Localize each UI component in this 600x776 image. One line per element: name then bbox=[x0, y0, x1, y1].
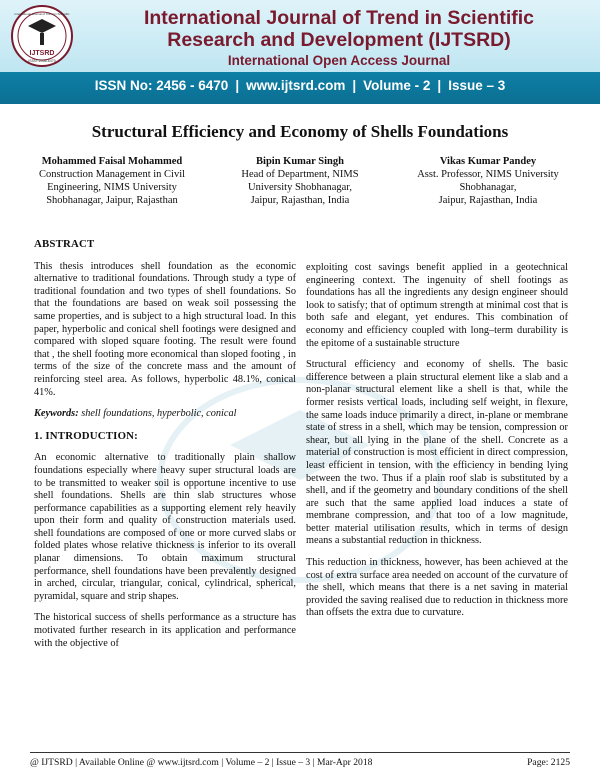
author-block bbox=[22, 155, 202, 207]
page-number: Page: 2125 bbox=[527, 757, 570, 768]
right-column bbox=[306, 262, 568, 629]
author-name: Mohammed Faisal Mohammed bbox=[41, 156, 183, 167]
keywords-text: shell foundations, hyperbolic, conical bbox=[78, 408, 237, 420]
logo-text-bottom: ISSN: 2456-6470 bbox=[28, 59, 56, 63]
abstract-text: This thesis introduces shell foundation as the economic alternative to traditional foundations. Through study a type of traditional foundation and two types of shell foundations. So that the foundations are based on weak soil possessing the same properties, and is subject to a high structural load. In this paper, hyperbolic and conical shell footings were designed and compared with sloped square footing. The result were found that , the shell footing more economical than sloped footing , in terms of the size of the concrete mass and the amount of reinforcing steel area. As follows, hyperbolic 48.1%, conical 41%. bbox=[34, 260, 296, 398]
author-affiliation: Jaipur, Rajasthan, India bbox=[250, 195, 350, 206]
author-affiliation: Head of Department, NIMS bbox=[241, 169, 359, 180]
author-list bbox=[22, 155, 578, 207]
journal-website[interactable]: www.ijtsrd.com bbox=[246, 78, 346, 93]
issn-volume-line bbox=[0, 78, 600, 93]
introduction-heading: 1. INTRODUCTION: bbox=[34, 429, 138, 442]
author-affiliation: University Shobhanagar, bbox=[248, 182, 352, 193]
paper-title: Structural Efficiency and Economy of Shells Foundations bbox=[91, 122, 509, 141]
footer-citation: @ IJTSRD | Available Online @ www.ijtsrd.com | Volume – 2 | Issue – 3 | Mar-Apr 2018 bbox=[30, 757, 373, 768]
open-access-label: International Open Access Journal bbox=[227, 53, 451, 68]
author-name: Vikas Kumar Pandey bbox=[439, 156, 537, 167]
issn-number: ISSN No: 2456 - 6470 bbox=[94, 78, 229, 93]
footer-divider bbox=[30, 752, 570, 753]
introduction-paragraph: An economic alternative to traditionally plain shallow foundations especially where heavy super structural loads are to be transmitted to weaker soil is opportune incentive to use shell foundations. Shells are thin slab structures whose performance capabilities as a supporting element rely heavily upon their form and quality of construction materials used. shell foundations are composed of one or more curved slabs or folded plates whose relative thickness is inferior to its overall planar dimensions. To obtain maximum structural performance, shell foundations have been prevalently designed in arched, circular, triangular, conical, cylindrical, spherical, pyramidal, square and strip shapes. bbox=[34, 452, 296, 602]
author-affiliation: Shobhanagar, bbox=[459, 182, 517, 193]
body-paragraph: exploiting cost savings benefit applied in a geotechnical engineering context. The ingenuity of shell footings as foundations has all the ingredients any design engineer should look to satisfy; that of optimum strength at minimal cost that is both safe and elegant, yet endures. This combination of economy and efficiency coupled with long–term durability is the epitome of a sustainable structure bbox=[306, 262, 568, 349]
keywords bbox=[34, 408, 296, 421]
author-affiliation: Asst. Professor, NIMS University bbox=[417, 169, 559, 180]
author-block bbox=[398, 155, 578, 207]
page-footer bbox=[30, 757, 570, 768]
author-affiliation: Shobhanagar, Jaipur, Rajasthan bbox=[46, 195, 178, 206]
body-paragraph: This reduction in thickness, however, has been achieved at the cost of extra surface area needed on account of the curvature of the shell, which means that there is a net saving in material provided the saving realised due to reduction in thickness more than offsets the extra due to curvature. bbox=[306, 557, 568, 619]
abstract-heading: ABSTRACT bbox=[34, 238, 95, 250]
logo-text-mid: IJTSRD bbox=[29, 50, 55, 57]
separator: | bbox=[235, 78, 240, 93]
introduction-paragraph: The historical success of shells performance as a structure has motivated further research in its application and performance with the objective of bbox=[34, 612, 296, 649]
journal-title bbox=[84, 7, 594, 51]
separator: | bbox=[437, 78, 442, 93]
journal-logo-icon bbox=[10, 4, 74, 68]
journal-title-line2: Research and Development (IJTSRD) bbox=[167, 29, 511, 51]
author-block bbox=[210, 155, 390, 207]
volume-label: Volume - 2 bbox=[363, 78, 431, 93]
author-name: Bipin Kumar Singh bbox=[256, 156, 344, 167]
body-paragraph: Structural efficiency and economy of shells. The basic difference between a plain structural element like a slab and a non-planar structural element like a shell is that, while the former resists vertical loads, including self weight, in flexure, the same loads induce primarily a direct, in-plane or membrane state of stress in a shell, which may be tension, compression or shear, but all lying in the plane of the shell. Concrete as a material of construction is most efficient in direct compression, least efficient in tension, with the efficiency in bending lying between the two. Thus if a plain roof slab is substituted by a shell, and if the geometry and boundary conditions of the shell are such that the same applied load induces a state of membrane compression, and that too of a low magnitude, better material utilisation results, which in terms of design means a substantial reduction in thickness. bbox=[306, 359, 568, 547]
separator: | bbox=[352, 78, 357, 93]
left-column bbox=[34, 238, 296, 659]
keywords-label: Keywords: bbox=[34, 408, 79, 420]
author-affiliation: Construction Management in Civil bbox=[38, 169, 186, 180]
author-affiliation: Jaipur, Rajasthan, India bbox=[438, 195, 538, 206]
logo-text-top: International Journal of Trend in Scientific bbox=[14, 12, 70, 16]
issue-label: Issue – 3 bbox=[448, 78, 506, 93]
journal-banner bbox=[0, 0, 600, 104]
journal-title-line1: International Journal of Trend in Scientific bbox=[143, 7, 535, 29]
author-affiliation: Engineering, NIMS University bbox=[47, 182, 177, 193]
